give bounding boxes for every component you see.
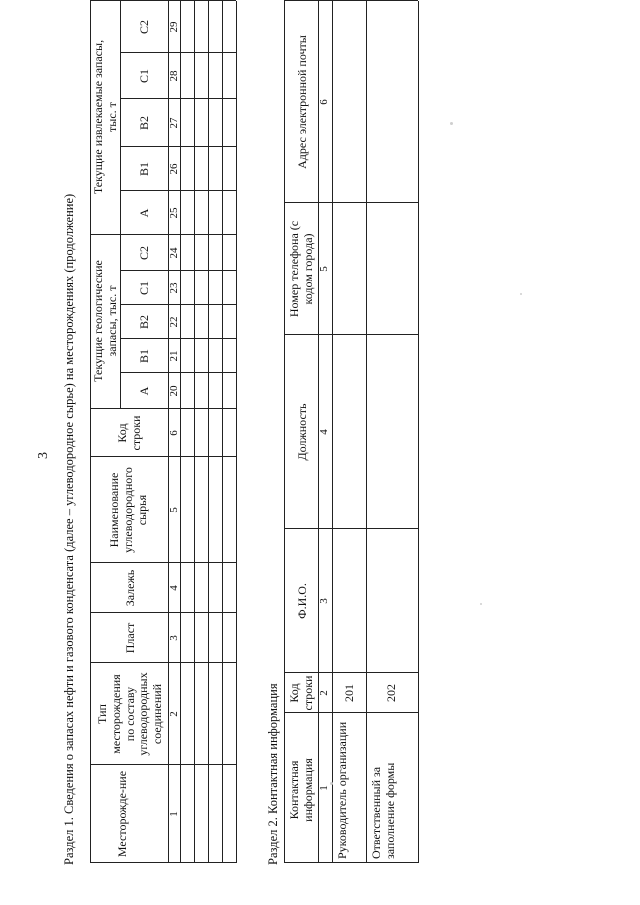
geo-sub-c2: C2 xyxy=(137,246,151,261)
col-row-code-header: Код строки xyxy=(115,415,143,451)
section1-title: Раздел 1. Сведения о запасах нефти и газового конденсата (далее – углеводородное сырье) на месторождениях (продолжение) xyxy=(62,193,76,865)
colnum-6: 6 xyxy=(168,430,180,436)
col-fio-header: Ф.И.О. xyxy=(295,583,309,619)
row-label-head: Руководитель организации xyxy=(335,721,349,859)
scan-speck xyxy=(330,782,333,785)
geo-sub-a: A xyxy=(137,386,151,396)
geo-sub-b2: B2 xyxy=(137,315,151,330)
col-hydrocarbon-header: Наименование углеводородного сырья xyxy=(107,467,149,553)
s2-colnum-5: 5 xyxy=(318,266,330,272)
colnum-23: 23 xyxy=(168,282,180,294)
scan-speck xyxy=(450,122,453,125)
col-contact-header: Контактная информация xyxy=(287,758,315,822)
col-email-header: Адрес электронной почты xyxy=(295,35,309,169)
extract-reserves-header: Текущие извлекаемые запасы, тыс. т xyxy=(91,39,119,195)
colnum-24: 24 xyxy=(168,247,180,259)
ext-sub-b2: B2 xyxy=(137,116,151,131)
colnum-20: 20 xyxy=(168,385,180,397)
colnum-25: 25 xyxy=(168,207,180,219)
colnum-27: 27 xyxy=(168,117,180,129)
col-field-header: Месторожде-ние xyxy=(115,770,129,858)
col-row-code-header-2: Код строки xyxy=(287,675,315,711)
ext-sub-c2: C2 xyxy=(137,20,151,35)
colnum-4: 4 xyxy=(168,585,180,591)
colnum-3: 3 xyxy=(168,635,180,641)
s2-colnum-1: 1 xyxy=(318,785,330,791)
colnum-29: 29 xyxy=(168,21,180,33)
geo-reserves-header: Текущие геологические запасы, тыс. т xyxy=(91,260,119,382)
col-phone-header: Номер телефона (с кодом города) xyxy=(287,220,315,318)
s2-colnum-6: 6 xyxy=(318,99,330,105)
col-layer-header: Пласт xyxy=(123,622,137,654)
ext-sub-c1: C1 xyxy=(137,69,151,84)
s2-colnum-4: 4 xyxy=(318,429,330,435)
ext-sub-a: A xyxy=(137,208,151,218)
colnum-26: 26 xyxy=(168,163,180,175)
scan-speck xyxy=(480,603,482,605)
colnum-2: 2 xyxy=(168,711,180,717)
geo-sub-b1: B1 xyxy=(137,349,151,364)
row-label-responsible: Ответственный за заполнение формы xyxy=(369,762,397,859)
colnum-28: 28 xyxy=(168,70,180,82)
scan-speck xyxy=(520,293,522,295)
colnum-5: 5 xyxy=(168,507,180,513)
colnum-1: 1 xyxy=(168,811,180,817)
section2-title: Раздел 2. Контактная информация xyxy=(266,683,280,865)
col-deposit-header: Залежь xyxy=(123,569,137,607)
col-position-header: Должность xyxy=(295,403,309,461)
col-field-type-header: Тип месторождения по составу углеводородных соединений xyxy=(95,672,165,756)
colnum-22: 22 xyxy=(168,316,180,328)
colnum-21: 21 xyxy=(168,350,180,362)
row-code-201: 201 xyxy=(342,684,356,702)
page-number: 3 xyxy=(36,452,51,459)
ext-sub-b1: B1 xyxy=(137,162,151,177)
row-code-202: 202 xyxy=(384,684,398,702)
geo-sub-c1: C1 xyxy=(137,281,151,296)
s2-colnum-3: 3 xyxy=(318,598,330,604)
s2-colnum-2: 2 xyxy=(318,690,330,696)
